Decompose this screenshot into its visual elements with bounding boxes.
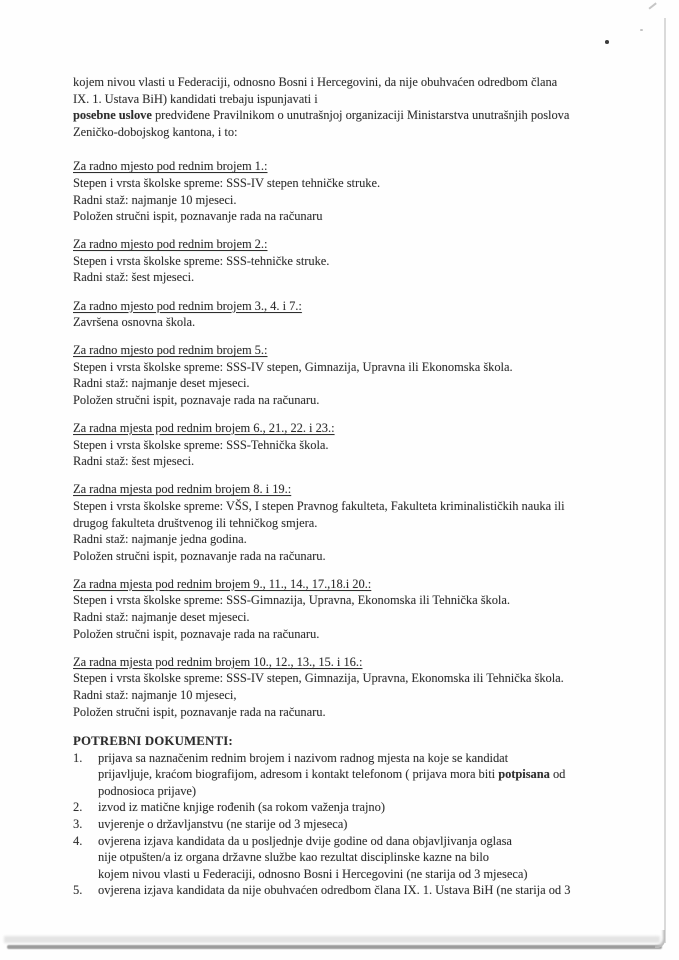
- page-edge-bottom-shadow: [4, 936, 660, 943]
- scan-speck-dark: [605, 40, 609, 44]
- doc-item-number: 2.: [73, 800, 83, 815]
- requirement-line: Položen stručni ispit, poznavanje rada na računaru.: [73, 548, 326, 563]
- job-section-10-12-13-15-16: [73, 654, 613, 720]
- section-heading: Za radna mjesta pod rednim brojem 6., 21., 22. i 23.:: [73, 421, 335, 436]
- requirement-line: Radni staž: najmanje deset mjeseci.: [73, 376, 250, 391]
- requirement-line: Položen stručni ispit, poznavaje rada na računaru.: [73, 393, 320, 407]
- intro-line-1: kojem nivou vlasti u Federaciji, odnosno Bosni i Hercegovini, da nije obuhvaćen odredbom člana: [73, 75, 558, 89]
- doc-item-line-part: od: [549, 767, 566, 782]
- doc-list-item-4: [73, 833, 613, 883]
- requirement-line: Stepen i vrsta školske spreme: VŠS, I stepen Pravnog fakulteta, Fakulteta kriminalističkih nauka ili: [73, 498, 565, 513]
- job-section-3-4-7: [73, 298, 613, 331]
- section-heading: Za radna mjesta pod rednim brojem 8. i 19.:: [73, 482, 292, 497]
- page-edge-bottom-line: [7, 945, 662, 949]
- requirement-line: Stepen i vrsta školske spreme: SSS-IV stepen tehničke struke.: [73, 175, 381, 190]
- requirement-line: Položen stručni ispit, poznavanje rada na računaru: [73, 209, 323, 224]
- doc-list-item-3: [73, 816, 613, 833]
- doc-item-number: 1.: [73, 750, 83, 765]
- doc-item-line: ovjerena izjava kandidata da u posljednje dvije godine od dana objavljivanja oglasa: [98, 833, 512, 848]
- job-section-9-11-14-17-18-20: [73, 576, 613, 642]
- section-heading: Za radno mjesto pod rednim brojem 1.:: [73, 159, 268, 174]
- job-section-6-21-22-23: [73, 420, 613, 470]
- doc-list-item-1: [73, 750, 613, 800]
- section-heading: Za radna mjesta pod rednim brojem 10., 12., 13., 15. i 16.:: [73, 654, 363, 669]
- doc-item-line: izvod iz matične knjige rođenih (sa rokom važenja trajno): [98, 800, 385, 815]
- job-section-5: [73, 342, 613, 408]
- requirement-line: Radni staž: najmanje 10 mjeseci,: [73, 687, 237, 702]
- requirement-line: Radni staž: najmanje deset mjeseci.: [73, 610, 250, 625]
- section-heading: Za radno mjesto pod rednim brojem 5.:: [73, 343, 268, 358]
- requirement-line: Stepen i vrsta školske spreme: SSS-IV stepen, Gimnazija, Upravna ili Ekonomska škola.: [73, 359, 513, 374]
- requirement-line: Stepen i vrsta školske spreme: SSS-tehničke struke.: [73, 253, 330, 268]
- page-edge-right: [664, 18, 666, 943]
- requirement-line: Radni staž: najmanje jedna godina.: [73, 532, 247, 547]
- doc-item-line: prijava sa naznačenim rednim brojem i nazivom radnog mjesta na koje se kandidat: [98, 750, 509, 765]
- doc-item-line: ovjerena izjava kandidata da nije obuhvaćen odredbom člana IX. 1. Ustava BiH (ne starija od 3: [98, 883, 571, 898]
- doc-item-line: podnosioca prijave): [98, 783, 197, 798]
- doc-item-line: nije otpušten/a iz organa državne službe kao rezultat disciplinske kazne na bilo: [98, 850, 489, 865]
- requirement-line: Završena osnovna škola.: [73, 315, 196, 330]
- job-section-8-19: [73, 481, 613, 564]
- doc-item-line-part: prijavljuje, kraćom biografijom, adresom i kontakt telefonom ( prijava mora biti: [98, 767, 499, 782]
- requirement-line: Položen stručni ispit, poznavaje rada na računaru.: [73, 626, 320, 641]
- requirement-line: Radni staž: šest mjeseci.: [73, 454, 195, 469]
- doc-item-line: [98, 766, 613, 783]
- doc-item-line: kojem nivou vlasti u Federaciji, odnosno Bosni i Hercegovini (ne starija od 3 mjeseca): [98, 866, 528, 881]
- scan-speck-light: [640, 29, 643, 31]
- doc-item-number: 4.: [73, 833, 83, 848]
- intro-line-3-rest: predviđene Pravilnikom o unutrašnjoj organizaciji Ministarstva unutrašnjih poslova: [151, 108, 570, 123]
- intro-line-4: Zeničko-dobojskog kantona, i to:: [73, 124, 238, 139]
- intro-bold-phrase: posebne uslove: [73, 108, 152, 123]
- doc-item-number: 5.: [73, 883, 83, 898]
- scan-speck-diagonal: [648, 2, 656, 9]
- requirement-line: Stepen i vrsta školske spreme: SSS-Tehnička škola.: [73, 437, 329, 452]
- doc-item-number: 3.: [73, 817, 83, 832]
- required-documents-section: [73, 733, 613, 899]
- job-section-2: [73, 236, 613, 286]
- job-section-1: [73, 158, 613, 224]
- intro-line-2: IX. 1. Ustava BiH) kandidati trebaju ispunjavati i: [73, 91, 318, 106]
- section-heading: Za radno mjesto pod rednim brojem 2.:: [73, 237, 268, 252]
- doc-list-item-5: [73, 882, 613, 899]
- doc-item-line: uvjerenje o državljanstvu (ne starije od 3 mjeseca): [98, 817, 348, 832]
- requirement-line: Položen stručni ispit, poznavanje rada na računaru.: [73, 704, 326, 719]
- page-edge-corner: [655, 930, 665, 948]
- document-content: [73, 74, 613, 899]
- section-heading: Za radna mjesta pod rednim brojem 9., 11., 14., 17.,18.i 20.:: [73, 576, 372, 591]
- intro-line-3: [73, 107, 613, 124]
- requirement-line: drugog fakulteta društvenog ili tehničkog smjera.: [73, 515, 318, 530]
- requirement-line: Stepen i vrsta školske spreme: SSS-Gimnazija, Upravna, Ekonomska ili Tehnička škola.: [73, 593, 510, 608]
- required-documents-title: POTREBNI DOKUMENTI:: [73, 734, 233, 749]
- doc-item-bold-word: potpisana: [498, 767, 550, 782]
- requirement-line: Stepen i vrsta školske spreme: SSS-IV stepen, Gimnazija, Upravna, Ekonomska ili Tehnička škola.: [73, 671, 564, 686]
- intro-paragraph: [73, 74, 613, 140]
- doc-list-item-2: [73, 799, 613, 816]
- requirement-line: Radni staž: šest mjeseci.: [73, 270, 195, 285]
- section-heading: Za radno mjesto pod rednim brojem 3., 4. i 7.:: [73, 298, 302, 313]
- requirement-line: Radni staž: najmanje 10 mjeseci.: [73, 192, 237, 207]
